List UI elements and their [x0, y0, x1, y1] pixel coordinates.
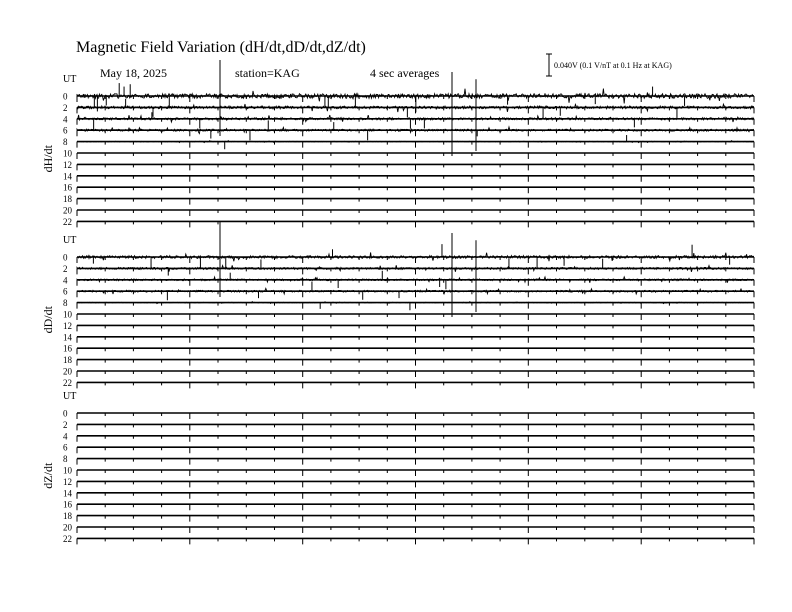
- date-label: May 18, 2025: [100, 66, 167, 80]
- hour-ticks: [77, 413, 754, 419]
- row-label: 12: [63, 476, 72, 487]
- row-label: 12: [63, 320, 72, 331]
- trace-row: [63, 257, 754, 275]
- trace-row: [63, 149, 754, 160]
- hour-ticks: [77, 187, 754, 193]
- row-label: 16: [63, 499, 72, 510]
- trace-row: [63, 420, 754, 431]
- trace-row: [63, 511, 754, 522]
- hour-ticks: [77, 337, 754, 343]
- row-label: 8: [63, 137, 68, 148]
- component-label: dD/dt: [41, 306, 55, 334]
- trace-row: [63, 344, 754, 355]
- hour-ticks: [77, 470, 754, 476]
- row-label: 0: [63, 408, 68, 419]
- trace-row: [63, 310, 754, 321]
- trace-row: [63, 135, 754, 149]
- panel-dhdt: [41, 60, 754, 227]
- row-label: 18: [63, 355, 72, 366]
- row-label: 2: [63, 419, 68, 430]
- row-label: 10: [63, 309, 72, 320]
- row-label: 20: [63, 366, 72, 377]
- row-label: 6: [63, 286, 68, 297]
- row-label: 10: [63, 465, 72, 476]
- row-label: 2: [63, 102, 68, 113]
- row-label: 22: [63, 377, 72, 388]
- row-label: 22: [63, 216, 72, 227]
- trace-row: [63, 194, 754, 205]
- averaging-label: 4 sec averages: [370, 66, 440, 80]
- row-label: 4: [63, 275, 68, 286]
- trace-row: [63, 534, 754, 545]
- hour-ticks: [77, 164, 754, 170]
- hour-ticks: [77, 493, 754, 499]
- scale-label: 0.040V (0.1 V/nT at 0.1 Hz at KAG): [554, 61, 672, 70]
- component-label: dZ/dt: [41, 462, 55, 489]
- ut-label: UT: [63, 74, 77, 85]
- trace-row: [63, 271, 754, 290]
- row-label: 6: [63, 442, 68, 453]
- component-label: dH/dt: [41, 145, 55, 173]
- row-label: 8: [63, 454, 68, 465]
- row-label: 6: [63, 125, 68, 136]
- hour-ticks: [77, 303, 754, 309]
- row-label: 20: [63, 522, 72, 533]
- row-label: 2: [63, 263, 68, 274]
- chart-title: Magnetic Field Variation (dH/dt,dD/dt,dZ/dt): [76, 39, 366, 56]
- hour-ticks: [77, 199, 754, 205]
- hour-ticks: [77, 504, 754, 510]
- row-label: 18: [63, 194, 72, 205]
- trace-row: [63, 171, 754, 182]
- hour-ticks: [77, 447, 754, 453]
- row-label: 4: [63, 431, 68, 442]
- hour-ticks: [77, 516, 754, 522]
- hour-ticks: [77, 153, 754, 159]
- hour-ticks: [77, 176, 754, 182]
- hour-ticks: [77, 382, 754, 388]
- row-label: 0: [63, 252, 68, 263]
- row-label: 14: [63, 488, 72, 499]
- hour-ticks: [77, 221, 754, 227]
- hour-ticks: [77, 348, 754, 354]
- hour-ticks: [77, 436, 754, 442]
- hour-ticks: [77, 459, 754, 465]
- row-label: 4: [63, 114, 68, 125]
- trace-row: [63, 523, 754, 534]
- row-label: 14: [63, 332, 72, 343]
- trace-row: [63, 454, 754, 465]
- trace-row: [63, 183, 754, 194]
- trace-row: [63, 500, 754, 511]
- hour-ticks: [77, 142, 754, 148]
- trace-row: [63, 409, 754, 420]
- row-label: 20: [63, 205, 72, 216]
- trace-row: [63, 378, 754, 389]
- trace-row: [63, 367, 754, 378]
- trace-row: [63, 112, 754, 130]
- trace-row: [63, 355, 754, 366]
- panel-dzdt: [41, 391, 754, 544]
- station-label: station=KAG: [235, 66, 300, 80]
- row-label: 8: [63, 298, 68, 309]
- hour-ticks: [77, 371, 754, 377]
- hour-ticks: [77, 325, 754, 331]
- row-label: 0: [63, 91, 68, 102]
- row-label: 18: [63, 511, 72, 522]
- row-label: 10: [63, 148, 72, 159]
- trace-row: [63, 281, 754, 300]
- trace-row: [63, 321, 754, 332]
- row-label: 12: [63, 159, 72, 170]
- hour-ticks: [77, 527, 754, 533]
- trace-row: [63, 332, 754, 343]
- trace-row: [63, 477, 754, 488]
- trace-row: [63, 95, 754, 120]
- hour-ticks: [77, 210, 754, 216]
- trace-row: [63, 443, 754, 454]
- ut-label: UT: [63, 391, 77, 402]
- row-label: 14: [63, 171, 72, 182]
- trace-row: [63, 244, 754, 269]
- trace-row: [63, 120, 754, 140]
- trace-row: [63, 160, 754, 171]
- row-label: 22: [63, 533, 72, 544]
- trace-row: [63, 206, 754, 217]
- hour-ticks: [77, 360, 754, 366]
- panel-dddt: [41, 221, 754, 388]
- trace-row: [63, 431, 754, 442]
- row-label: 16: [63, 182, 72, 193]
- row-label: 16: [63, 343, 72, 354]
- scale-bar: [546, 54, 552, 76]
- trace-row: [63, 466, 754, 477]
- hour-ticks: [77, 538, 754, 544]
- trace-row: [63, 298, 754, 310]
- ut-label: UT: [63, 235, 77, 246]
- trace-row: [63, 217, 754, 228]
- trace-row: [63, 488, 754, 499]
- hour-ticks: [77, 424, 754, 430]
- hour-ticks: [77, 314, 754, 320]
- hour-ticks: [77, 481, 754, 487]
